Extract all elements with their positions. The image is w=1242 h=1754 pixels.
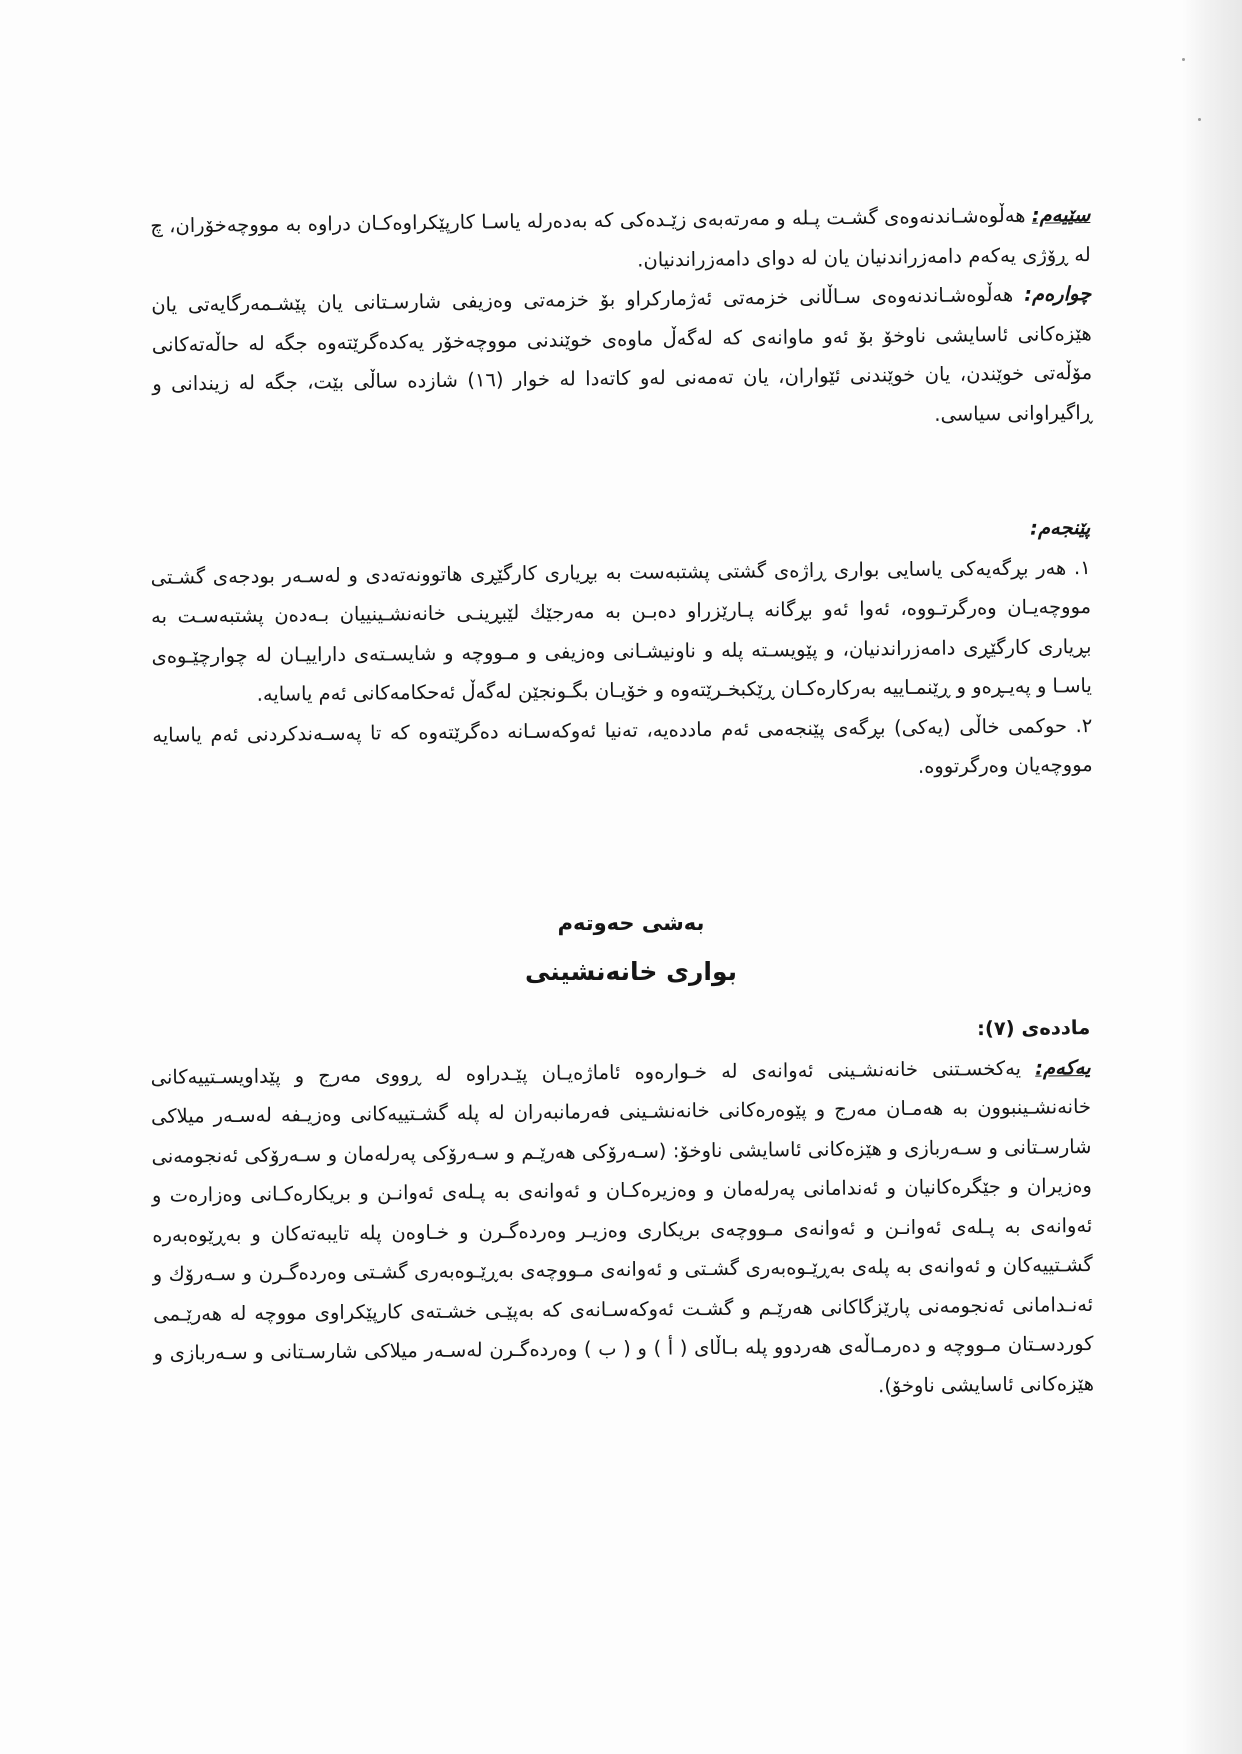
article-seven <box>150 1008 1094 1413</box>
fifth-item-2: ٢. حوکمی خاڵی (یەکی) بڕگەی پێنجەمی ئەم ماددەیە، تەنیا ئەوکەسـانە دەگرێتەوە کە تا پەسـەندکردنی ئەم یاسایە مووچەیان وەرگرتووە. <box>152 713 1093 778</box>
scan-speck <box>1182 58 1185 61</box>
label-fourth: چوارەم: <box>1024 281 1092 306</box>
paragraph-fourth <box>151 274 1093 443</box>
label-fifth: پێنجەم: <box>1029 515 1091 540</box>
label-third: سێیەم: <box>1031 202 1091 227</box>
paragraph-fifth <box>150 508 1093 794</box>
fifth-item-1: ١. هەر بڕگەیەکی یاسایی بواری ڕاژەی گشتی پشتبەست بە بڕیاری کارگێڕی هاتوونەتەدی و لەسـەر بودجەی گشـتی مووچەیـان وەرگرتـووە، ئەوا ئەو بڕگانە پـارێزراو دەبـن بە مەرجێك لێبڕینـی خانەنشـینییان بـەدەن پشتبەسـت بە بڕیاری کارگێڕی دامەزراندنیان، و پێویسـتە پلە و ناونیشـانی وەزیفی و مـووچە و شایسـتەی داراییـان لە چوارچێـوەی یاسـا و پەیـڕەو و ڕێنمـاییە بەرکارەکـان ڕێکبخـرێتەوە و خۆیـان بگـونجێن لەگەڵ ئەحکامەکانی ئەم یاسایە. <box>150 555 1092 706</box>
article-first-text: یەکخسـتنی خانەنشـینی ئەوانەی لە خـوارەوە ئاماژەیـان پێـدراوە لە ڕووی مەرج و پێداویسـتییەکانی خانەنشـینبوون بە هەمـان مەرج و پێوەرەکانی خانەنشـینی فەرمانبەران لە پلە گشـتییەکانی وەزیـفە لەسـەر میلاکی شارسـتانی و سـەربازی و هێزەکانی ئاسایشی ناوخۆ: (سـەرۆکی هەرێـم و سـەرۆکی پەرلەمان و سـەرۆکی ئەنجومەنی وەزیران و جێگرەکانیان و ئەندامانی پەرلەمان و وەزیرەکـان و ئەوانەی بە پـلەی ئەوانـن و بریکارەکـانی وەزارەت و ئەوانەی بە پـلەی ئەوانـن و ئەوانەی مـووچەی بریکاری وەزیـر وەردەگـرن و خـاوەن پلە تایبەتەکان و بەڕێوەبەرە گشـتییەکان و ئەوانەی بە پلەی بەڕێـوەبەری گشـتی و ئەوانەی مـووچەی بەڕێـوەبەری گشـتی وەردەگـرن و سـەرۆك و ئەنـدامانی ئەنجومەنی پارێزگاکانی هەرێـم و گشـت ئەوکەسـانەی کە بەپێـی خشـتەی کارپێکراوی مووچە لە هەرێـمی کوردسـتان مـووچە و دەرمـاڵەی هەردوو پلە بـاڵای ( أ ) و ( ب ) وەردەگـرن لەسـەر میلاکی شارسـتانی و سـەربازی و هێزەکانی ئاسایشی ناوخۆ). <box>150 1056 1095 1397</box>
scan-shadow-edge <box>1182 0 1242 1754</box>
article-heading: ماددەی (٧): <box>976 1015 1091 1041</box>
article-first-paragraph <box>150 1047 1094 1412</box>
scan-speck <box>1198 118 1201 121</box>
label-first: یەکەم: <box>1035 1055 1091 1080</box>
paragraphs-third-fourth <box>150 195 1093 443</box>
paragraph-third <box>150 195 1091 285</box>
section-number: بەشی حەوتەم <box>557 911 705 935</box>
paragraph-fourth-text: هەڵوەشـاندنەوەی سـاڵانی خزمەتی ئەژمارکراو بۆ خزمەتی وەزیفی شارسـتانی یان پێشـمەرگایەتی یان هێزەکانی ئاسایشی ناوخۆ بۆ ئەو ماوانەی کە لەگەڵ ماوەی خوێندنی مووچەخۆر یەکدەگرێتەوە جگە لە حاڵەتەکانی مۆڵەتی خوێندن، یان خوێندنی ئێواران، یان تەمەنی لەو کاتەدا لە خوار (١٦) شازدە ساڵی بێت، جگە لە زیندانی و ڕاگیراوانی سیاسی. <box>151 282 1093 426</box>
section-title: بواری خانەنشینی <box>524 957 738 986</box>
paragraph-third-text: هەڵوەشـاندنەوەی گشـت پـلە و مەرتەبەی زێـدەکی کە بەدەرلە یاسـا کارپێکراوەکـان دراوە بە مووچەخۆران، چ لە ڕۆژی یەکەم دامەزراندنیان یان لە دوای دامەزراندنیان. <box>150 203 1091 272</box>
